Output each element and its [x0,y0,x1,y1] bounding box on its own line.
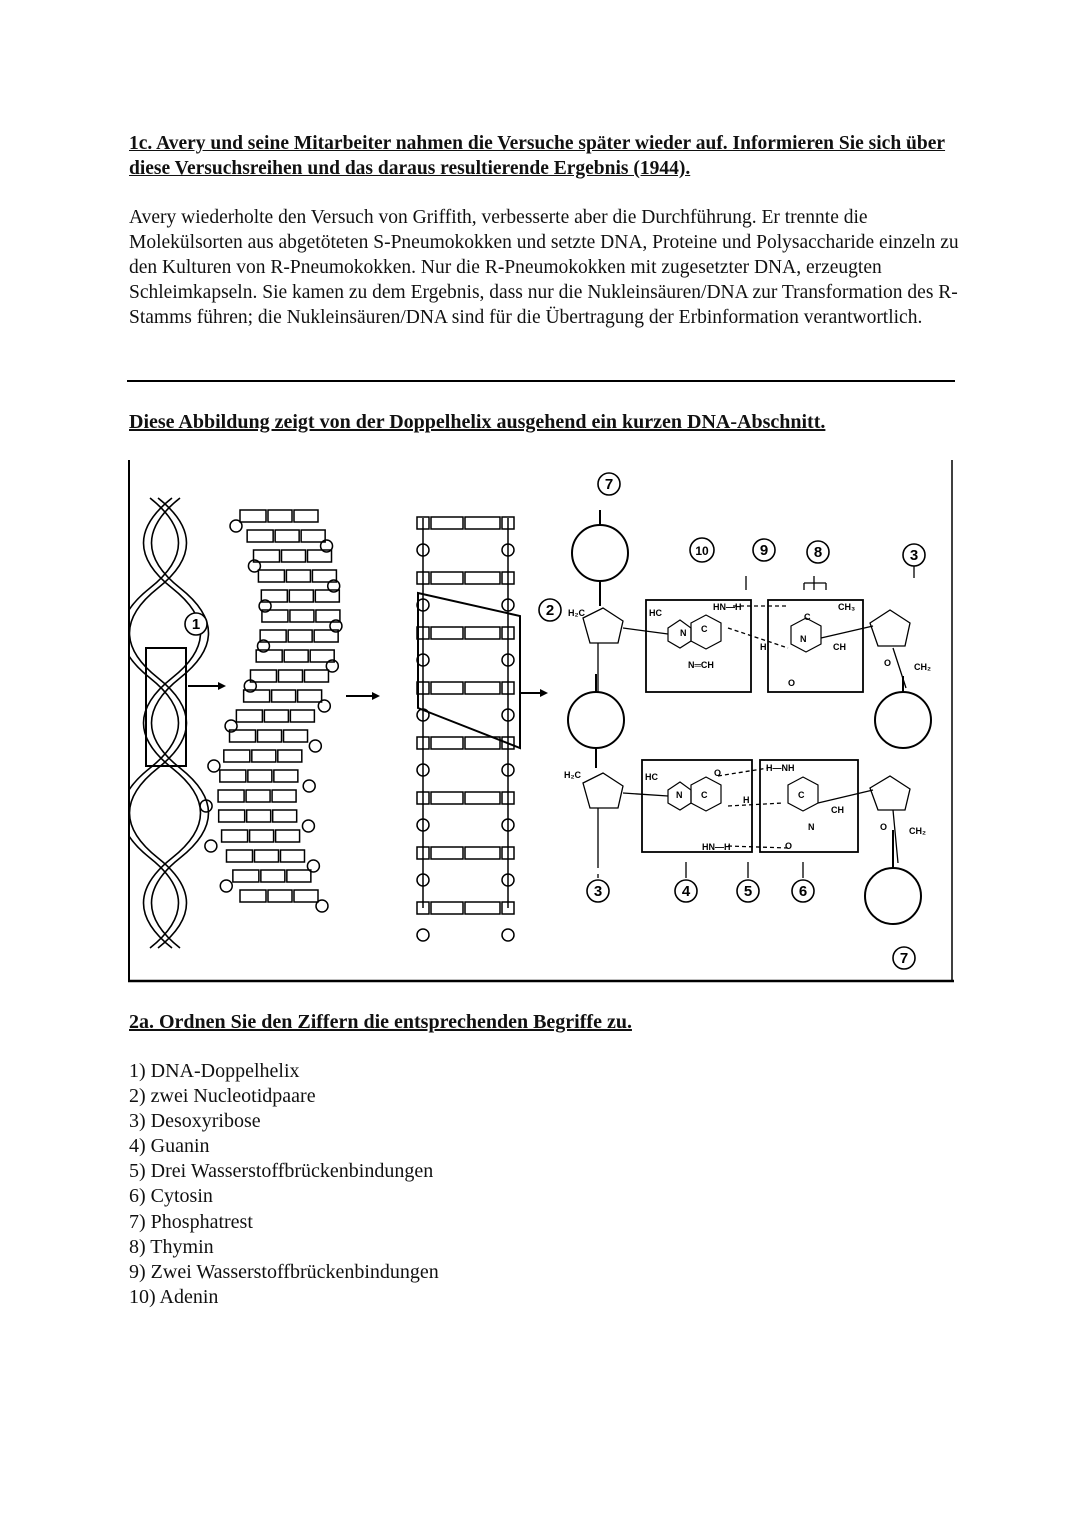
chem-o: O [785,841,793,851]
chem-n: N [800,634,807,644]
chem-ch: CH [833,642,846,652]
question-1c-answer: Avery wiederholte den Versuch von Griffith, verbesserte aber die Durchführung. Er trennte die Molekülsorten aus abgetöteten S-Pneumokokken und setzte DNA, Proteine und Polysaccharide einzeln zu den Kulturen von R-Pneumokokken. Nur die R-Pneumokokken mit zugesetzter DNA, erzeugten Schleimkapseln. Sie kamen zu dem Ergebnis, dass nur die Nukleinsäuren/DNA zur Transformation des R-Stamms führen; die Nukleinsäuren/DNA sind für die Übertragung der Erbinformation verantwortlich. [129,207,959,328]
marker-3 [587,880,609,902]
term-item: 3) Desoxyribose [129,1110,261,1133]
chem-n: N [808,822,815,832]
term-item: 7) Phosphatrest [129,1210,253,1233]
svg-text:7: 7 [604,476,614,493]
chem-o: O [880,822,888,832]
base-rings [668,615,821,811]
question-2a-title: 2a. Ordnen Sie den Ziffern die entsprechenden Begriffe zu. [129,1011,632,1033]
chem-n: N [676,790,683,800]
chem-ch2: CH₂ [914,662,931,672]
phosphate-groups [568,510,931,924]
chem-hn: HN—H [702,842,731,852]
marker-2 [539,599,561,621]
chem-o: O [884,658,892,668]
term-item: 8) Thymin [129,1235,214,1258]
svg-text:3: 3 [593,883,603,900]
chem-o: O [714,768,722,778]
chem-h2c: H₂C [564,770,581,780]
chem-c: C [701,790,708,800]
marker-6 [792,880,814,902]
marker-4 [675,880,697,902]
chem-n: N [680,628,687,638]
straight-ladder [417,517,514,941]
chem-hn: HN—H [713,602,742,612]
term-item: 1) DNA-Doppelhelix [129,1060,300,1082]
term-item: 6) Cytosin [129,1185,213,1208]
term-item: 2) zwei Nucleotidpaare [129,1085,316,1108]
chem-nch: N═CH [688,660,714,670]
svg-text:5: 5 [743,883,753,900]
chem-c: C [804,612,811,622]
svg-text:4: 4 [681,883,691,900]
term-item: 10) Adenin [129,1285,219,1308]
marker-3 [903,544,925,566]
chem-ch: CH [831,805,844,815]
chem-nh: H—NH [766,763,795,773]
marker-7 [598,473,620,495]
chem-hc: HC [645,772,658,782]
svg-text:7: 7 [899,950,909,967]
chem-ch2: CH₂ [909,826,926,836]
base-pair-boxes [642,600,863,852]
chem-o: O [788,678,796,688]
svg-text:6: 6 [798,883,808,900]
marker-9 [753,539,775,561]
svg-text:1: 1 [191,616,201,633]
zoom-trapezoid [418,593,520,748]
chem-h2c: H₂C [568,608,585,618]
marker-10 [690,538,714,562]
chem-c: C [798,790,805,800]
svg-text:10: 10 [695,544,709,558]
svg-text:8: 8 [813,544,823,561]
question-1c-title: 1c. Avery und seine Mitarbeiter nahmen die Versuche später wieder auf. Informieren Sie sich über diese Versuchsreihen und das daraus resultierende Ergebnis (1944). [129,133,946,179]
term-item: 5) Drei Wasserstoffbrückenbindungen [129,1160,434,1183]
svg-text:3: 3 [909,547,919,564]
chem-hc: HC [649,608,662,618]
sugar-rings [583,608,910,810]
marker-1 [185,613,207,635]
term-item: 9) Zwei Wasserstoffbrückenbindungen [129,1260,439,1283]
term-item: 4) Guanin [129,1135,210,1158]
double-helix [128,498,209,948]
chem-c: C [701,624,708,634]
figure-caption: Diese Abbildung zeigt von der Doppelhelix ausgehend ein kurzen DNA-Abschnitt. [129,411,826,433]
twisted-ladder [200,510,342,912]
dna-figure [128,458,954,984]
section-divider [127,380,955,382]
svg-text:9: 9 [759,542,769,559]
chem-h: H [760,642,767,652]
chem-h: H [743,795,750,805]
svg-text:2: 2 [545,602,555,619]
chem-ch3: CH₃ [838,602,856,612]
term-list [129,1059,439,1310]
marker-7 [893,947,915,969]
marker-8 [807,541,829,563]
marker-5 [737,880,759,902]
